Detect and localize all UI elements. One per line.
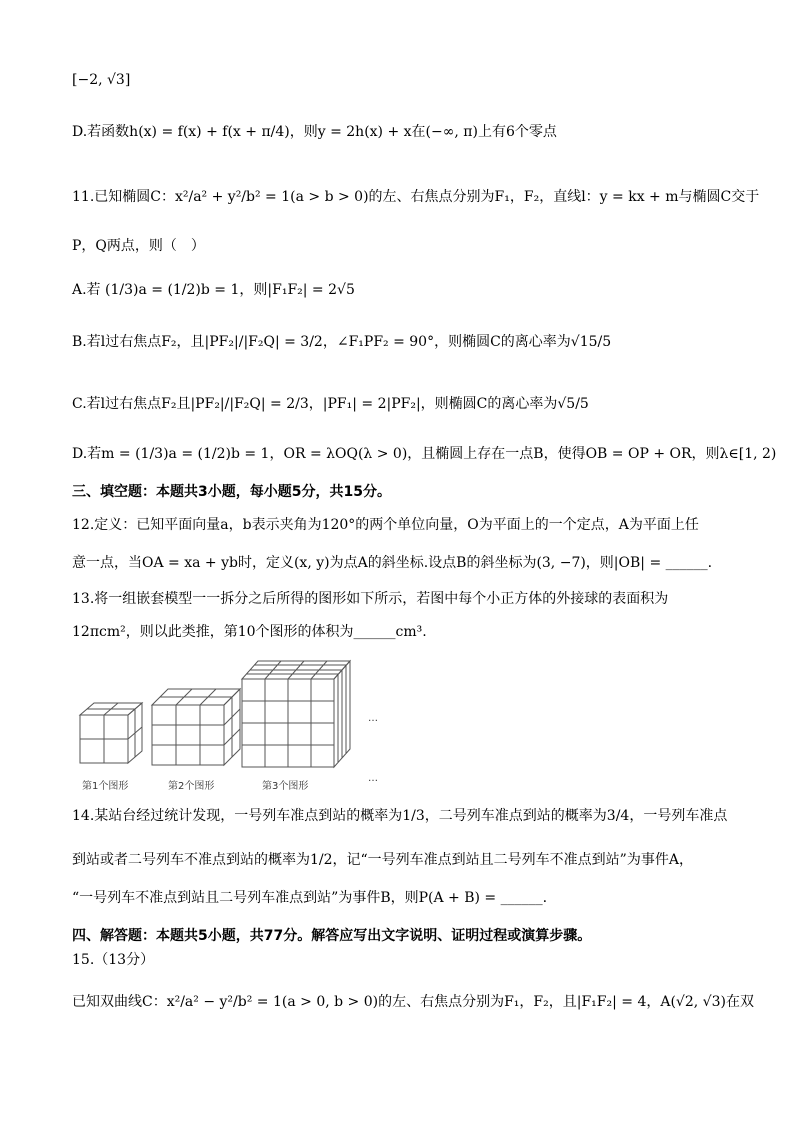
question-11-stem: 11.已知椭圆C：x²/a² + y²/b² = 1(a > b > 0)的左、右焦点分别为F₁，F₂，直线l：y = kx + m与椭圆C交于: [72, 189, 760, 205]
question-11-stem-cont: P，Q两点，则（ ）: [72, 238, 205, 254]
cube-models-svg: [72, 655, 392, 785]
section-4-heading: 四、解答题：本题共5小题，共77分。解答应写出文字说明、证明过程或演算步骤。: [72, 928, 592, 944]
option-11-d: D.若m = (1/3)a = (1/2)b = 1，OR = λOQ(λ > 0)，且椭圆上存在一点B，使得OB = OP + OR，则λ∈[1, 2): [72, 446, 777, 462]
cube-model-2: [152, 689, 240, 765]
caption-figure-3: 第3个图形: [262, 781, 309, 792]
cube-model-figure: [72, 655, 392, 792]
ellipsis-bottom: …: [368, 773, 378, 784]
option-10-d: D.若函数h(x) = f(x) + f(x + π/4)，则y = 2h(x) + x在(−∞, π)上有6个零点: [72, 124, 557, 140]
caption-figure-1: 第1个图形: [82, 781, 129, 792]
option-11-c: C.若l过右焦点F₂且|PF₂|/|F₂Q| = 2/3，|PF₁| = 2|PF₂|，则椭圆C的离心率为√5/5: [72, 396, 589, 412]
caption-figure-2: 第2个图形: [168, 781, 215, 792]
question-12-line2: 意一点，当OA = xa + yb时，定义(x, y)为点A的斜坐标.设点B的斜坐标为(3, −7)，则|OB| = ______.: [72, 555, 713, 571]
ellipsis-top: …: [368, 713, 378, 724]
question-14-line3: “一号列车不准点到站且二号列车准点到站”为事件B，则P(A + B) = ______.: [72, 890, 548, 906]
interval-line: [−2, √3]: [72, 72, 131, 88]
cube-model-1: [80, 703, 142, 763]
cube-model-3: [242, 661, 350, 767]
question-14-line1: 14.某站台经过统计发现，一号列车准点到站的概率为1/3，二号列车准点到站的概率为3/4，一号列车准点: [72, 808, 728, 824]
question-14-line2: 到站或者二号列车不准点到站的概率为1/2，记“一号列车准点到站且二号列车不准点到站”为事件A，: [72, 852, 693, 868]
section-3-heading: 三、填空题：本题共3小题，每小题5分，共15分。: [72, 484, 391, 500]
question-13-line2: 12πcm²，则以此类推，第10个图形的体积为______cm³.: [72, 624, 427, 640]
question-15-stem: 已知双曲线C：x²/a² − y²/b² = 1(a > 0, b > 0)的左、右焦点分别为F₁，F₂，且|F₁F₂| = 4，A(√2, √3)在双: [72, 994, 754, 1010]
question-13-line1: 13.将一组嵌套模型一一拆分之后所得的图形如下所示，若图中每个小正方体的外接球的表面积为: [72, 591, 669, 607]
question-15-header: 15.（13分）: [72, 952, 155, 968]
option-11-a: A.若 (1/3)a = (1/2)b = 1，则|F₁F₂| = 2√5: [72, 282, 355, 298]
question-12-line1: 12.定义：已知平面向量a，b表示夹角为120°的两个单位向量，O为平面上的一个定点，A为平面上任: [72, 517, 699, 533]
option-11-b: B.若l过右焦点F₂，且|PF₂|/|F₂Q| = 3/2，∠F₁PF₂ = 90°，则椭圆C的离心率为√15/5: [72, 334, 612, 350]
